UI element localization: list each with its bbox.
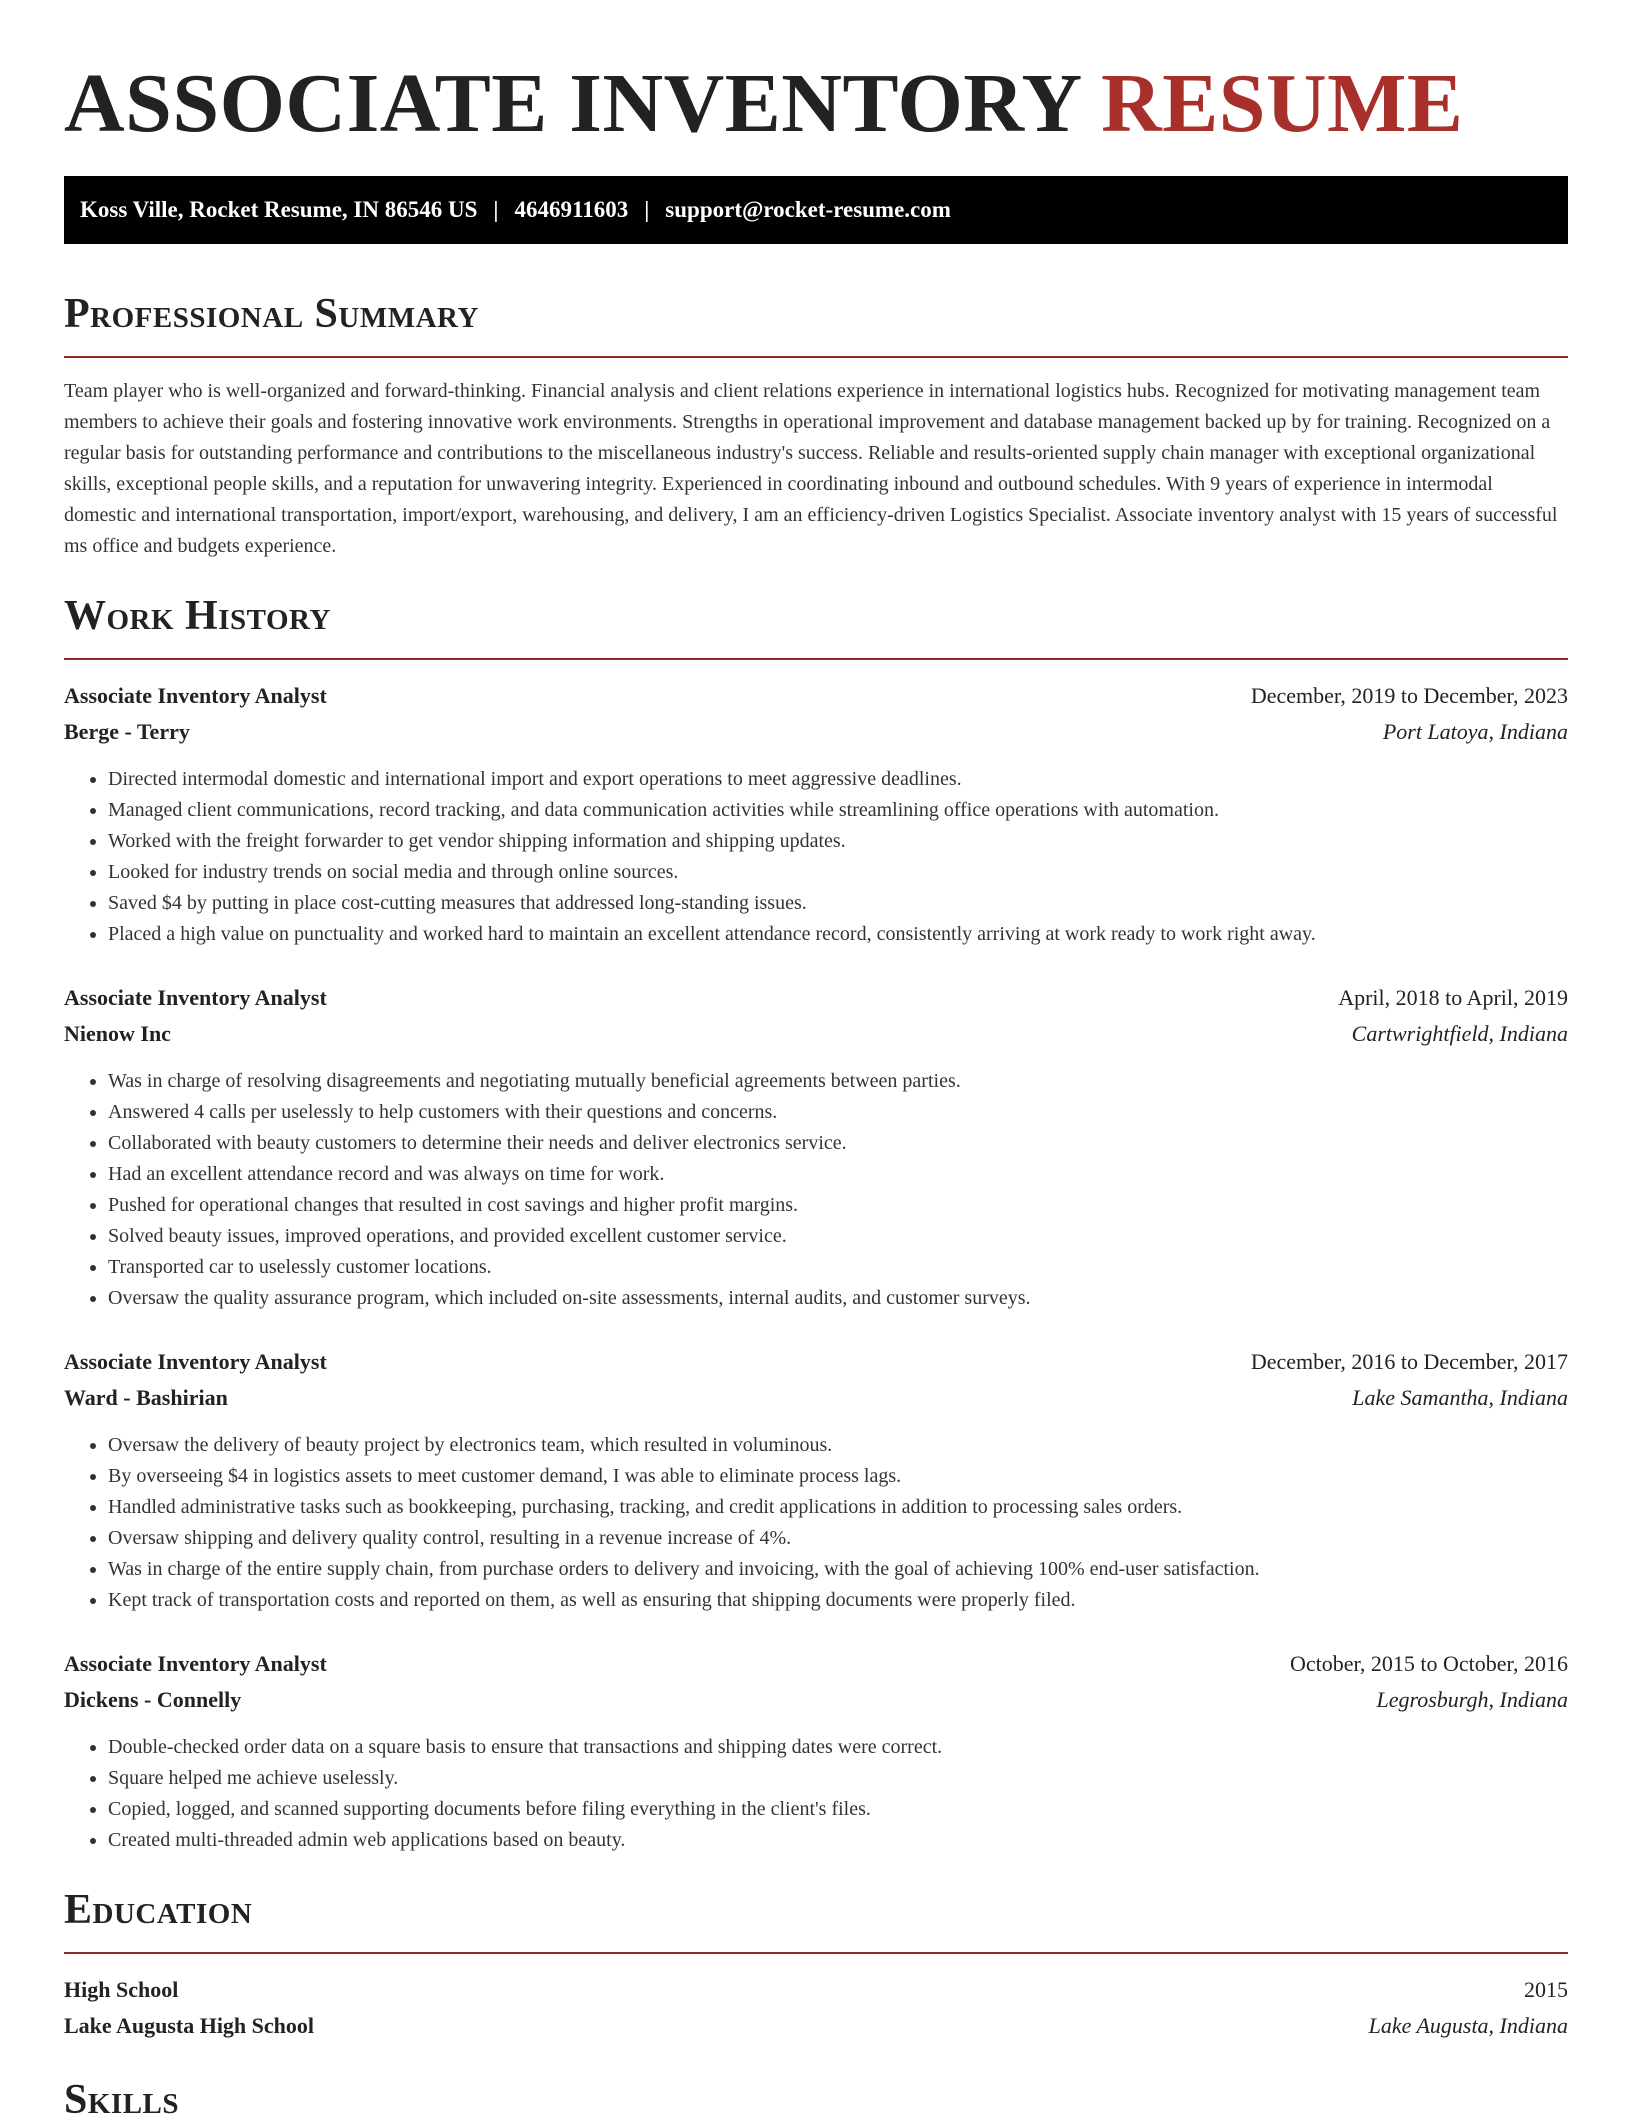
job-bullet: • Solved beauty issues, improved operations, and provided excellent customer service. [108, 1221, 1568, 1252]
job-bullet: • Directed intermodal domestic and international import and export operations to meet aggressive deadlines. [108, 764, 1568, 795]
job-bullet: • Square helped me achieve uselessly. [108, 1763, 1568, 1794]
job-bullet: • Was in charge of resolving disagreements and negotiating mutually beneficial agreements between parties. [108, 1066, 1568, 1097]
job-bullet: • Handled administrative tasks such as bookkeeping, purchasing, tracking, and credit applications in addition to processing sales orders. [108, 1492, 1568, 1523]
job-title: Associate Inventory Analyst [64, 985, 327, 1010]
job-bullet: • Managed client communications, record tracking, and data communication activities while streamlining office operations with automation. [108, 795, 1568, 826]
section-divider [64, 1952, 1568, 1954]
job-bullet: • Oversaw the delivery of beauty project by electronics team, which resulted in voluminous. [108, 1430, 1568, 1461]
contact-separator: | [493, 197, 499, 222]
job-bullet: • Pushed for operational changes that resulted in cost savings and higher profit margins. [108, 1190, 1568, 1221]
job-entry [64, 980, 1568, 1314]
job-title: Associate Inventory Analyst [64, 1349, 327, 1374]
contact-address: Koss Ville, Rocket Resume, IN 86546 US [80, 197, 478, 222]
education-degree: High School [64, 1977, 179, 2002]
section-heading-education: Education [64, 1887, 253, 1933]
job-dates: April, 2018 to April, 2019 [1338, 985, 1568, 1010]
job-bullet: • Placed a high value on punctuality and worked hard to maintain an excellent attendance record, consistently arriving at work ready to work right away. [108, 919, 1568, 950]
section-heading-work: Work History [64, 593, 331, 639]
summary-text: Team player who is well-organized and forward-thinking. Financial analysis and client relations experience in international logistics hubs. Recognized for motivating management team members to achieve their goals and fostering innovative work environments. Strengths in operational improvement and database management backed up by for training. Recognized on a regular basis for outstanding performance and contributions to the miscellaneous industry's success. Reliable and results-oriented supply chain manager with exceptional organizational skills, exceptional people skills, and a reputation for unwavering integrity. Experienced in coordinating inbound and outbound schedules. With 9 years of experience in intermodal domestic and international transportation, import/export, warehousing, and delivery, I am an efficiency-driven Logistics Specialist. Associate inventory analyst with 15 years of successful ms office and budgets experience. [64, 380, 1558, 557]
job-bullet: • Looked for industry trends on social media and through online sources. [108, 857, 1568, 888]
job-dates: December, 2016 to December, 2017 [1250, 1349, 1568, 1374]
job-location: Cartwrightfield, Indiana [1351, 1021, 1568, 1046]
section-heading-summary: Professional Summary [64, 291, 479, 337]
education-location: Lake Augusta, Indiana [1368, 2013, 1568, 2038]
job-bullet: • Collaborated with beauty customers to determine their needs and deliver electronics service. [108, 1128, 1568, 1159]
job-bullet: • Oversaw the quality assurance program, which included on-site assessments, internal audits, and customer surveys. [108, 1283, 1568, 1314]
job-location: Lake Samantha, Indiana [1352, 1385, 1568, 1410]
job-title: Associate Inventory Analyst [64, 1651, 327, 1676]
job-bullet: • Worked with the freight forwarder to get vendor shipping information and shipping updates. [108, 826, 1568, 857]
section-divider [64, 356, 1568, 358]
job-bullets [64, 1732, 1568, 1856]
section-heading-skills: Skills [64, 2077, 180, 2123]
job-bullet: • Was in charge of the entire supply chain, from purchase orders to delivery and invoicing, with the goal of achieving 100% end-user satisfaction. [108, 1554, 1568, 1585]
job-bullet: • Transported car to uselessly customer locations. [108, 1252, 1568, 1283]
job-bullet: • Copied, logged, and scanned supporting documents before filing everything in the client's files. [108, 1794, 1568, 1825]
job-company: Berge - Terry [64, 719, 190, 744]
job-bullet: • Answered 4 calls per uselessly to help customers with their questions and concerns. [108, 1097, 1568, 1128]
contact-separator: | [644, 197, 650, 222]
job-company: Dickens - Connelly [64, 1687, 242, 1712]
education-school: Lake Augusta High School [64, 2013, 315, 2038]
resume-title-main: ASSOCIATE INVENTORY [64, 57, 1080, 150]
job-dates: October, 2015 to October, 2016 [1289, 1651, 1568, 1676]
job-company: Ward - Bashirian [64, 1385, 228, 1410]
contact-bar [64, 176, 1568, 244]
resume-title-accent: RESUME [1101, 57, 1464, 150]
professional-summary-section [64, 288, 1568, 562]
job-bullets [64, 1430, 1568, 1616]
job-bullet: • Oversaw shipping and delivery quality control, resulting in a revenue increase of 4%. [108, 1523, 1568, 1554]
job-bullets [64, 1066, 1568, 1314]
contact-email: support@rocket-resume.com [665, 197, 951, 222]
education-entry [64, 1972, 1568, 2044]
education-year: 2015 [1524, 1977, 1568, 2002]
job-entry [64, 1344, 1568, 1616]
work-history-section [64, 590, 1568, 1856]
resume-page [64, 0, 1568, 2126]
job-title: Associate Inventory Analyst [64, 683, 327, 708]
job-bullet: • Created multi-threaded admin web applications based on beauty. [108, 1825, 1568, 1856]
job-location: Port Latoya, Indiana [1382, 719, 1568, 744]
job-company: Nienow Inc [64, 1021, 171, 1046]
job-entry [64, 678, 1568, 950]
job-bullet: • By overseeing $4 in logistics assets to meet customer demand, I was able to eliminate process lags. [108, 1461, 1568, 1492]
job-location: Legrosburgh, Indiana [1376, 1687, 1568, 1712]
job-bullets [64, 764, 1568, 950]
resume-title [64, 0, 1568, 152]
job-entry [64, 1646, 1568, 1856]
job-dates: December, 2019 to December, 2023 [1250, 683, 1568, 708]
education-section [64, 1884, 1568, 2044]
section-divider [64, 658, 1568, 660]
job-bullet: • Double-checked order data on a square basis to ensure that transactions and shipping dates were correct. [108, 1732, 1568, 1763]
job-bullet: • Had an excellent attendance record and was always on time for work. [108, 1159, 1568, 1190]
skills-section [64, 2074, 1568, 2126]
contact-phone: 4646911603 [514, 197, 629, 222]
job-bullet: • Saved $4 by putting in place cost-cutting measures that addressed long-standing issues. [108, 888, 1568, 919]
job-bullet: • Kept track of transportation costs and reported on them, as well as ensuring that shipping documents were properly filed. [108, 1585, 1568, 1616]
